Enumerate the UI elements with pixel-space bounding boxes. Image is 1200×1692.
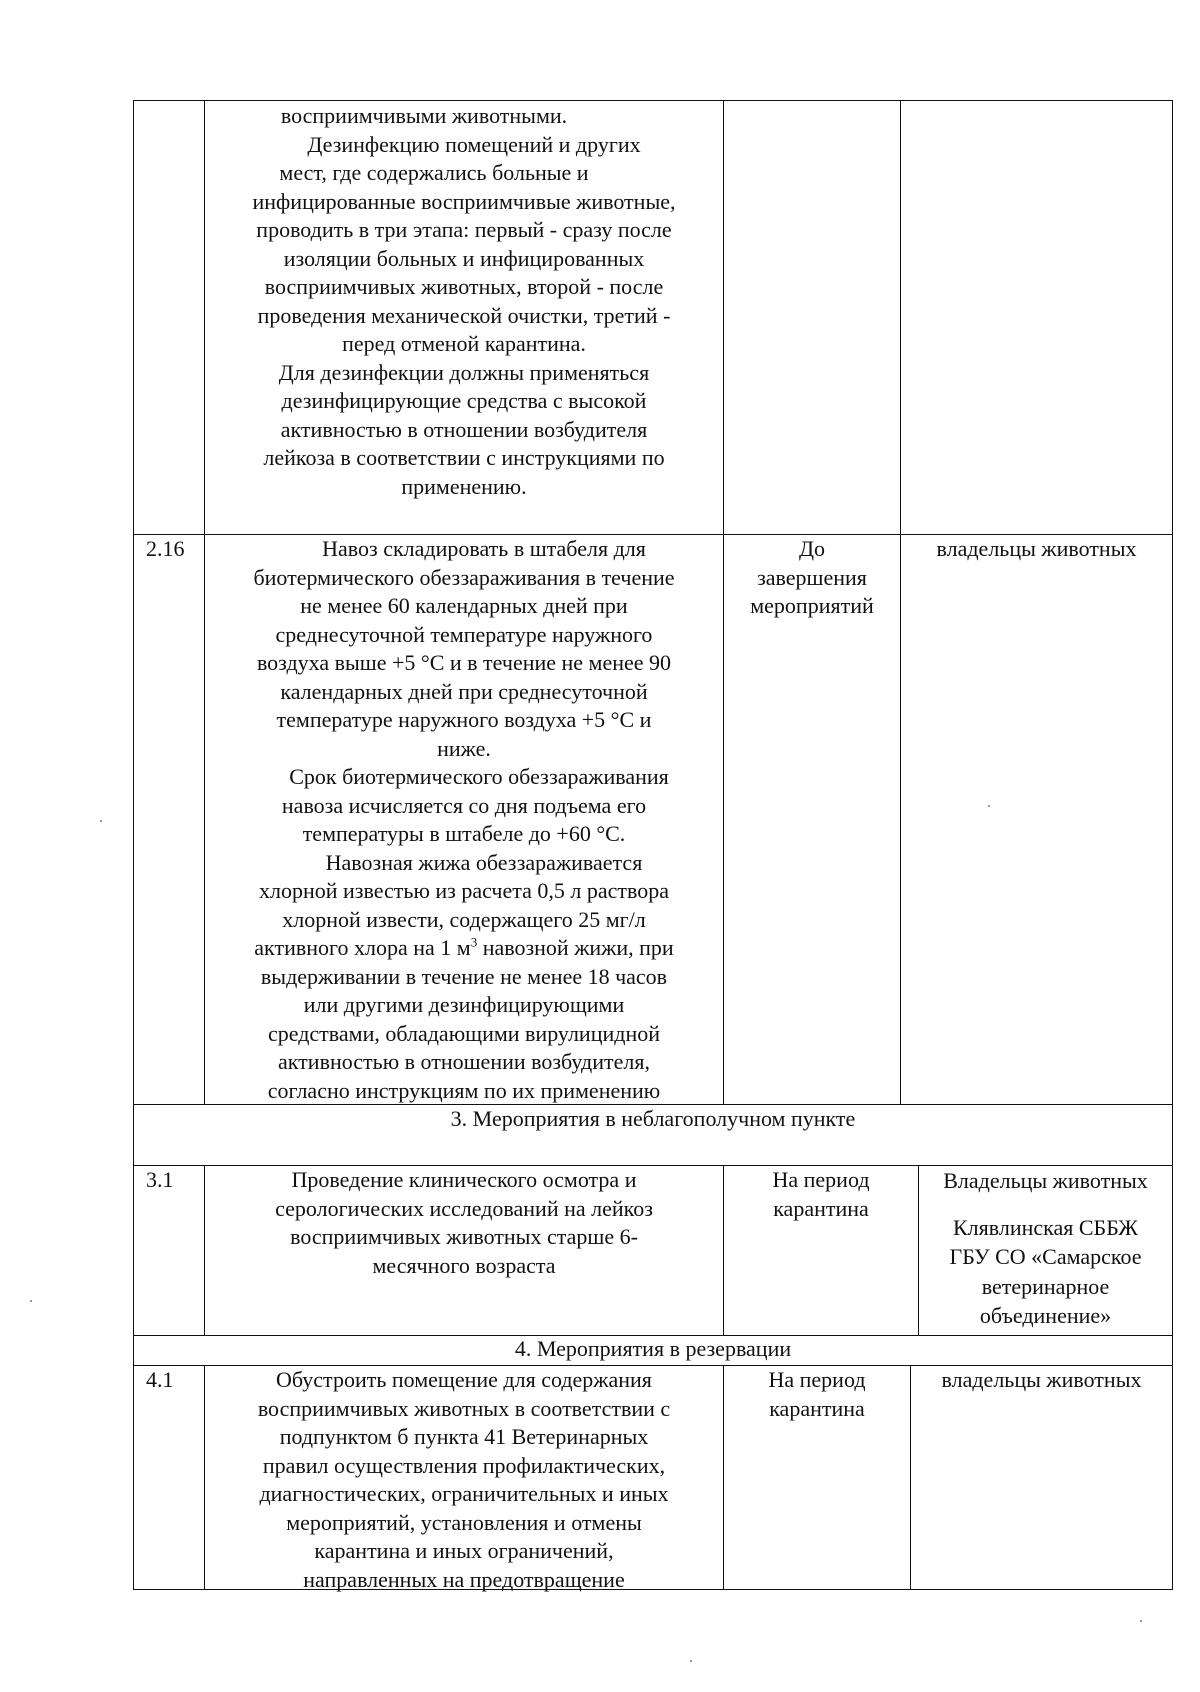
text-line: активностью в отношении возбудителя xyxy=(280,416,648,442)
text-line: воздуха выше +5 °С и в течение не менее 90 xyxy=(256,650,672,675)
text-line: Срок биотермического обеззараживания xyxy=(289,764,669,789)
text-line: карантина xyxy=(769,1395,865,1421)
text-line: Проведение клинического осмотра и xyxy=(291,1167,637,1192)
scan-speck xyxy=(1140,1620,1142,1622)
table-row-3-1 xyxy=(133,1165,1173,1335)
scan-speck xyxy=(30,1300,32,1302)
text-line: Дезинфекцию помещений и других xyxy=(307,131,641,157)
text-line: До xyxy=(798,536,825,561)
text-line: диагностических, ограничительных и иных xyxy=(259,1481,669,1506)
text-line: Клявлинская СББЖ xyxy=(952,1214,1138,1240)
scan-speck xyxy=(988,805,990,807)
text-line: перед отменой карантина. xyxy=(342,331,586,356)
text-line: согласно инструкциям по их применению xyxy=(267,1077,661,1103)
text-line: На период xyxy=(768,1367,866,1392)
scan-speck xyxy=(690,1660,692,1662)
table-block-continuation xyxy=(133,100,1173,534)
row-responsible xyxy=(919,1166,1172,1331)
text-line: активного хлора на 1 $м^3$ навозной жижи, при xyxy=(254,934,674,960)
row-deadline xyxy=(724,1166,918,1223)
row-number: 2.16 xyxy=(146,536,185,561)
text-line: хлорной известью из расчета 0,5 л раствора xyxy=(258,878,670,903)
text-line: навоза исчисляется со дня подъема его xyxy=(281,792,647,818)
text-line: месячного возраста xyxy=(372,1252,556,1278)
text-line: изоляции больных и инфицированных xyxy=(283,245,645,271)
text-line: Обустроить помещение для содержания xyxy=(276,1367,652,1392)
text-line: ниже. xyxy=(437,735,491,761)
text-line: подпунктом б пункта 41 Ветеринарных xyxy=(279,1424,649,1449)
table-row-4-1 xyxy=(133,1365,1173,1590)
text-line: календарных дней при среднесуточной xyxy=(280,678,648,704)
text-line: проводить в три этапа: первый - сразу после xyxy=(256,217,672,242)
row-description xyxy=(205,1366,723,1594)
text-line: правил осуществления профилактических, xyxy=(262,1452,666,1478)
text-line: температуры в штабеле до +60 °С. xyxy=(302,821,626,846)
text-line: направленных на предотвращение xyxy=(303,1566,625,1592)
text-line: температуре наружного воздуха +5 °С и xyxy=(276,707,652,732)
text-line: ГБУ СО «Самарское xyxy=(949,1244,1142,1269)
text-line: биотермического обеззараживания в течение xyxy=(253,564,675,590)
text-line: мероприятий, установления и отмены xyxy=(286,1509,642,1535)
text-line: не менее 60 календарных дней при xyxy=(300,593,628,618)
text-line: восприимчивых животных, второй - после xyxy=(264,274,664,299)
text-line: проведения механической очистки, третий - xyxy=(257,302,671,328)
section-title: 4. Мероприятия в резервации xyxy=(514,1336,792,1361)
text-line: применению. xyxy=(401,473,527,499)
row-deadline xyxy=(724,1366,910,1423)
text-line: инфицированные восприимчивые животные, xyxy=(252,188,676,214)
row-responsible: владельцы животных xyxy=(936,536,1137,561)
text-line xyxy=(919,1196,1172,1213)
scan-speck xyxy=(100,820,102,822)
row-description xyxy=(205,1166,723,1280)
text-line: хлорной извести, содержащего 25 мг/л xyxy=(282,906,646,932)
section-4-header xyxy=(133,1335,1173,1365)
row-responsible: владельцы животных xyxy=(941,1367,1142,1392)
row-continuation-description xyxy=(205,102,723,501)
text-line: восприимчивыми животными. xyxy=(280,103,568,128)
table-row-2-16 xyxy=(133,534,1173,1104)
text-line: Навоз складировать в штабеля для xyxy=(322,536,646,561)
section-title: 3. Мероприятия в неблагополучном пункте xyxy=(450,1106,856,1131)
text-line: ветеринарное xyxy=(981,1273,1110,1299)
text-line: завершения xyxy=(757,564,867,590)
text-line: Владельцы животных xyxy=(943,1168,1148,1193)
section-3-header xyxy=(133,1104,1173,1165)
row-number: 4.1 xyxy=(146,1367,174,1392)
text-line: карантина xyxy=(773,1195,869,1221)
text-line: дезинфицирующие средства с высокой xyxy=(281,388,647,413)
text-line: объединение» xyxy=(979,1303,1112,1328)
row-number: 3.1 xyxy=(146,1167,174,1192)
text-line: мероприятий xyxy=(750,593,874,618)
text-line: серологических исследований на лейкоз xyxy=(275,1195,653,1221)
text-line: или другими дезинфицирующими xyxy=(303,992,625,1017)
text-line: карантина и иных ограничений, xyxy=(314,1538,614,1563)
text-line: активностью в отношении возбудителя, xyxy=(278,1049,650,1074)
text-line: средствами, обладающими вирулицидной xyxy=(267,1020,660,1046)
row-description xyxy=(205,535,723,1105)
text-line: выдерживании в течение не менее 18 часов xyxy=(260,963,668,989)
row-deadline xyxy=(724,535,900,621)
text-line: мест, где содержались больные и xyxy=(279,160,589,185)
text-line: Навозная жижа обеззараживается xyxy=(325,849,643,875)
text-line: лейкоза в соответствии с инструкциями по xyxy=(263,445,665,470)
text-line: На период xyxy=(772,1167,870,1192)
text-line: восприимчивых животных в соответствии с xyxy=(257,1395,671,1421)
text-line: Для дезинфекции должны применяться xyxy=(278,359,650,385)
text-line: среднесуточной температуре наружного xyxy=(275,621,653,647)
text-line: восприимчивых животных старше 6- xyxy=(290,1224,638,1249)
